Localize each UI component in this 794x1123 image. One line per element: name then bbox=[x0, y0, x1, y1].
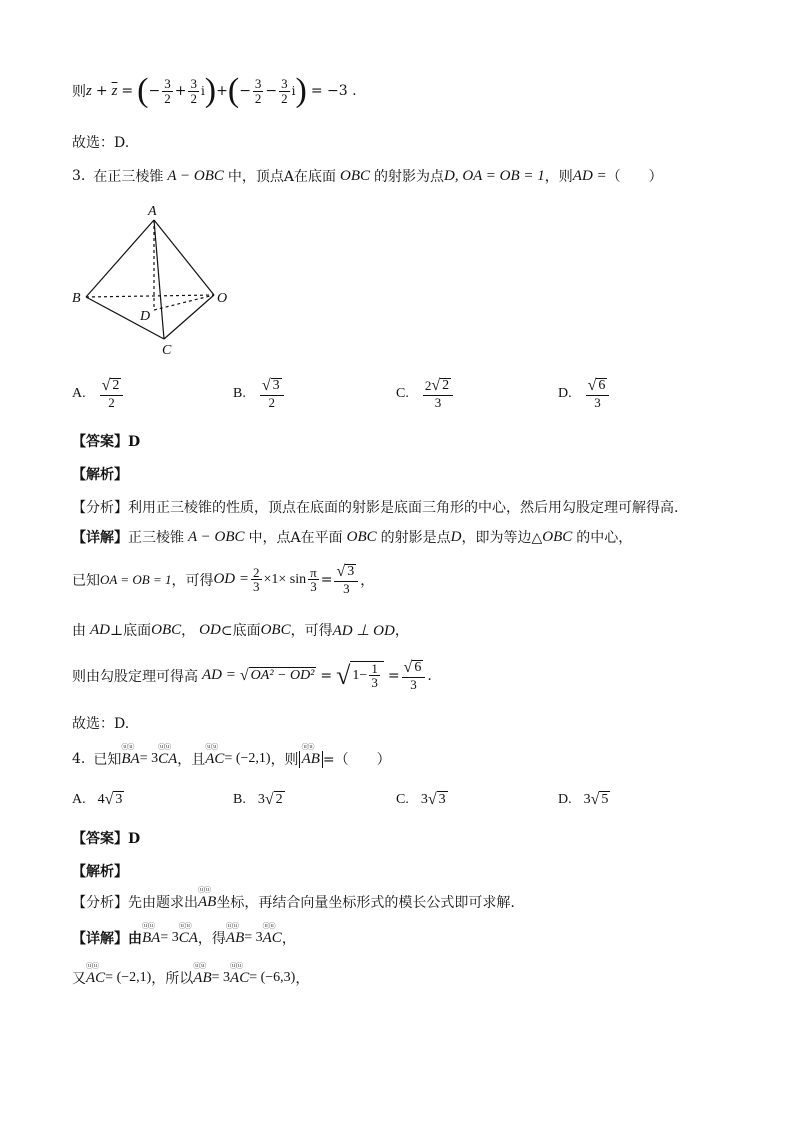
tetrahedron-name: A − OBC bbox=[167, 167, 224, 184]
answer-label-2: 【答案】D bbox=[72, 831, 141, 847]
choose-line-2: 故选：D. bbox=[72, 716, 130, 732]
vertex-c-label: C bbox=[162, 343, 172, 358]
vertex-o-label: O bbox=[217, 291, 228, 306]
var-zbar: $\overline{z}$ bbox=[111, 82, 118, 99]
final-line: 又 ⓤⓤ AC = (−2,1) ，所以 ⓤⓤ AB = 3 ⓤⓤ AC = (−6,3) ， bbox=[72, 968, 309, 988]
option-c: C. 2 √ 2 3 bbox=[396, 378, 455, 409]
detail-line: 【详解】 正三棱锥 A − OBC 中，点A在平面 OBC 的射影是点 D ，即为等边△ OBC 的中心， bbox=[72, 528, 633, 546]
tetrahedron-diagram bbox=[68, 198, 238, 358]
plus-sign: + bbox=[95, 83, 108, 99]
known-line: 已知 OA = OB = 1 ，可得 OD = $\frac{2}{3}$ ×1× sin $\frac{\pi}{3}$ = √ 3 3 ， bbox=[72, 563, 375, 596]
question-4: 4. 已知 ⓤⓤ BA = 3 ⓤⓤ CA ，且 ⓤⓤ AC = (−2,1) ，则 ⓤⓤ AB =（ ） bbox=[72, 749, 391, 769]
analysis-text: 【分析】利用正三棱锥的性质，顶点在底面的射影是底面三角形的中心，然后用勾股定理可解得高. bbox=[72, 500, 679, 516]
condition: D, OA = OB = 1 bbox=[444, 167, 545, 184]
detail-line-2: 【详解】由 ⓤⓤ BA = 3 ⓤⓤ CA ，得 ⓤⓤ AB = 3 ⓤⓤ AC ， bbox=[72, 928, 296, 948]
point-d-label: D bbox=[140, 309, 151, 324]
vertex-a-label: A bbox=[148, 204, 157, 219]
q4-option-a: A. 4 √ 3 bbox=[72, 791, 123, 808]
choose-line: 故选：D. bbox=[72, 135, 130, 151]
eq-sign: = bbox=[121, 83, 134, 99]
var-z: z bbox=[86, 82, 92, 99]
q4-option-c: C. 3 √ 3 bbox=[396, 791, 446, 808]
question-3: 3. 在正三棱锥 A − OBC 中，顶点A在底面 OBC 的射影为点 D, OA = OB = 1 ，则 AD = （ ） bbox=[72, 167, 663, 185]
frac: $\frac{3}{2}$ bbox=[190, 75, 197, 106]
option-d: D. √ 6 3 bbox=[558, 378, 611, 409]
analysis-text-2: 【分析】先由题求出 ⓤⓤ AB 坐标，再结合向量坐标形式的模长公式即可求解. bbox=[72, 892, 515, 912]
paren-close: ) bbox=[204, 72, 217, 109]
q4-option-d: D. 3 √ 5 bbox=[558, 791, 609, 808]
analysis-label: 【解析】 bbox=[72, 467, 128, 483]
analysis-label-2: 【解析】 bbox=[72, 864, 128, 880]
option-b: B. √ 3 2 bbox=[233, 378, 286, 409]
answer-label: 【答案】D bbox=[72, 434, 141, 450]
frac: $\frac{3}{2}$ bbox=[164, 75, 171, 106]
conjugate-sum-line: 则 z + $\overline{z}$ = ( − $\frac{3}{2}$ + $\frac{3}{2}$ i ) + ( − $\frac{3}{2}$ − $\frac{3}{2}$ i ) = −3 . bbox=[72, 72, 357, 109]
text-prefix: 则 bbox=[72, 84, 86, 100]
perp-line: 由 AD ⊥底面 OBC ， OD ⊂底面 OBC ，可得 AD ⊥ OD ， bbox=[72, 621, 409, 639]
option-a: A. √ 2 2 bbox=[72, 378, 125, 409]
paren-open: ( bbox=[137, 72, 149, 109]
q4-option-b: B. 3 √ 2 bbox=[233, 791, 283, 808]
vertex-b-label: B bbox=[72, 291, 81, 306]
result: = −3 . bbox=[310, 83, 357, 99]
pythagoras-line: 则由勾股定理可得高 AD = √ OA² − OD² = √ 1− $\frac{1}{3}$ = √ 6 3 . bbox=[72, 659, 432, 692]
question-number: 3. bbox=[72, 168, 86, 184]
